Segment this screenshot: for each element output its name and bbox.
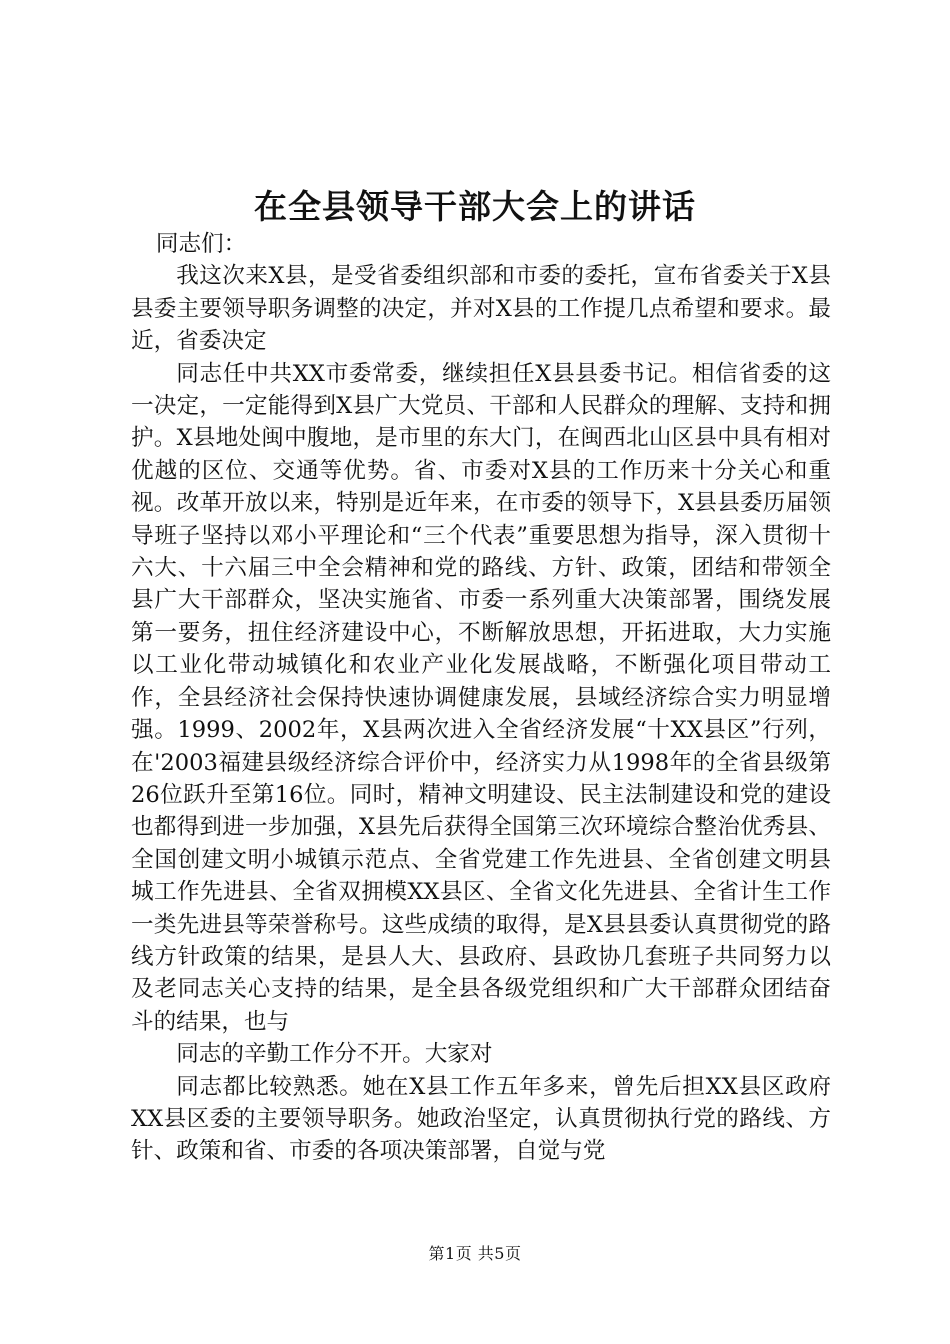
salutation: 同志们： — [155, 231, 247, 257]
page-number-label: 第1页 共5页 — [428, 1244, 522, 1263]
document-title: 在全县领导干部大会上的讲话 — [254, 187, 696, 226]
paragraph: 同志任中共XX市委常委，继续担任X县县委书记。相信省委的这一决定，一定能得到X县广大党员、干部和人民群众的理解、支持和拥护。X县地处闽中腹地，是市里的东大门，在闽西北山区县中具有相对优越的区位、交通等优势。省、市委对X县的工作历来十分关心和重视。改革开放以来，特别是近年来，在市委的领导下，X县县委历届领导班子坚持以邓小平理论和“三个代表”重要思想为指导，深入贯彻十六大、十六届三中全会精神和党的路线、方针、政策，团结和带领全县广大干部群众，坚决实施省、市委一系列重大决策部署，围绕发展第一要务，扭住经济建设中心，不断解放思想，开拓进取，大力实施以工业化带动城镇化和农业产业化发展战略，不断强化项目带动工作，全县经济社会保持快速协调健康发展，县域经济综合实力明显增强。1999、2002年，X县两次进入全省经济发展“十XX县区”行列，在'2003福建县级经济综合评价中，经济实力从1998年的全省县级第26位跃升至第16位。同时，精神文明建设、民主法制建设和党的建设也都得到进一步加强，X县先后获得全国第三次环境综合整治优秀县、全国创建文明小城镇示范点、全省党建工作先进县、全省创建文明县城工作先进县、全省双拥模XX县区、全省文化先进县、全省计生工作一类先进县等荣誉称号。这些成绩的取得，是X县县委认真贯彻党的路线方针政策的结果，是县人大、县政府、县政协几套班子共同努力以及老同志关心支持的结果，是全县各级党组织和广大干部群众团结奋斗的结果，也与 — [131, 360, 831, 1035]
paragraph: 同志的辛勤工作分不开。大家对 — [176, 1041, 493, 1068]
document-body — [131, 228, 831, 1168]
page-footer — [0, 1242, 950, 1266]
paragraph: 同志都比较熟悉。她在X县工作五年多来，曾先后担XX县区政府XX县区委的主要领导职务。她政治坚定，认真贯彻执行党的路线、方针、政策和省、市委的各项决策部署，自觉与党 — [131, 1073, 831, 1165]
paragraph: 我这次来X县，是受省委组织部和市委的委托，宣布省委关于X县县委主要领导职务调整的决定，并对X县的工作提几点希望和要求。最近，省委决定 — [131, 263, 831, 355]
